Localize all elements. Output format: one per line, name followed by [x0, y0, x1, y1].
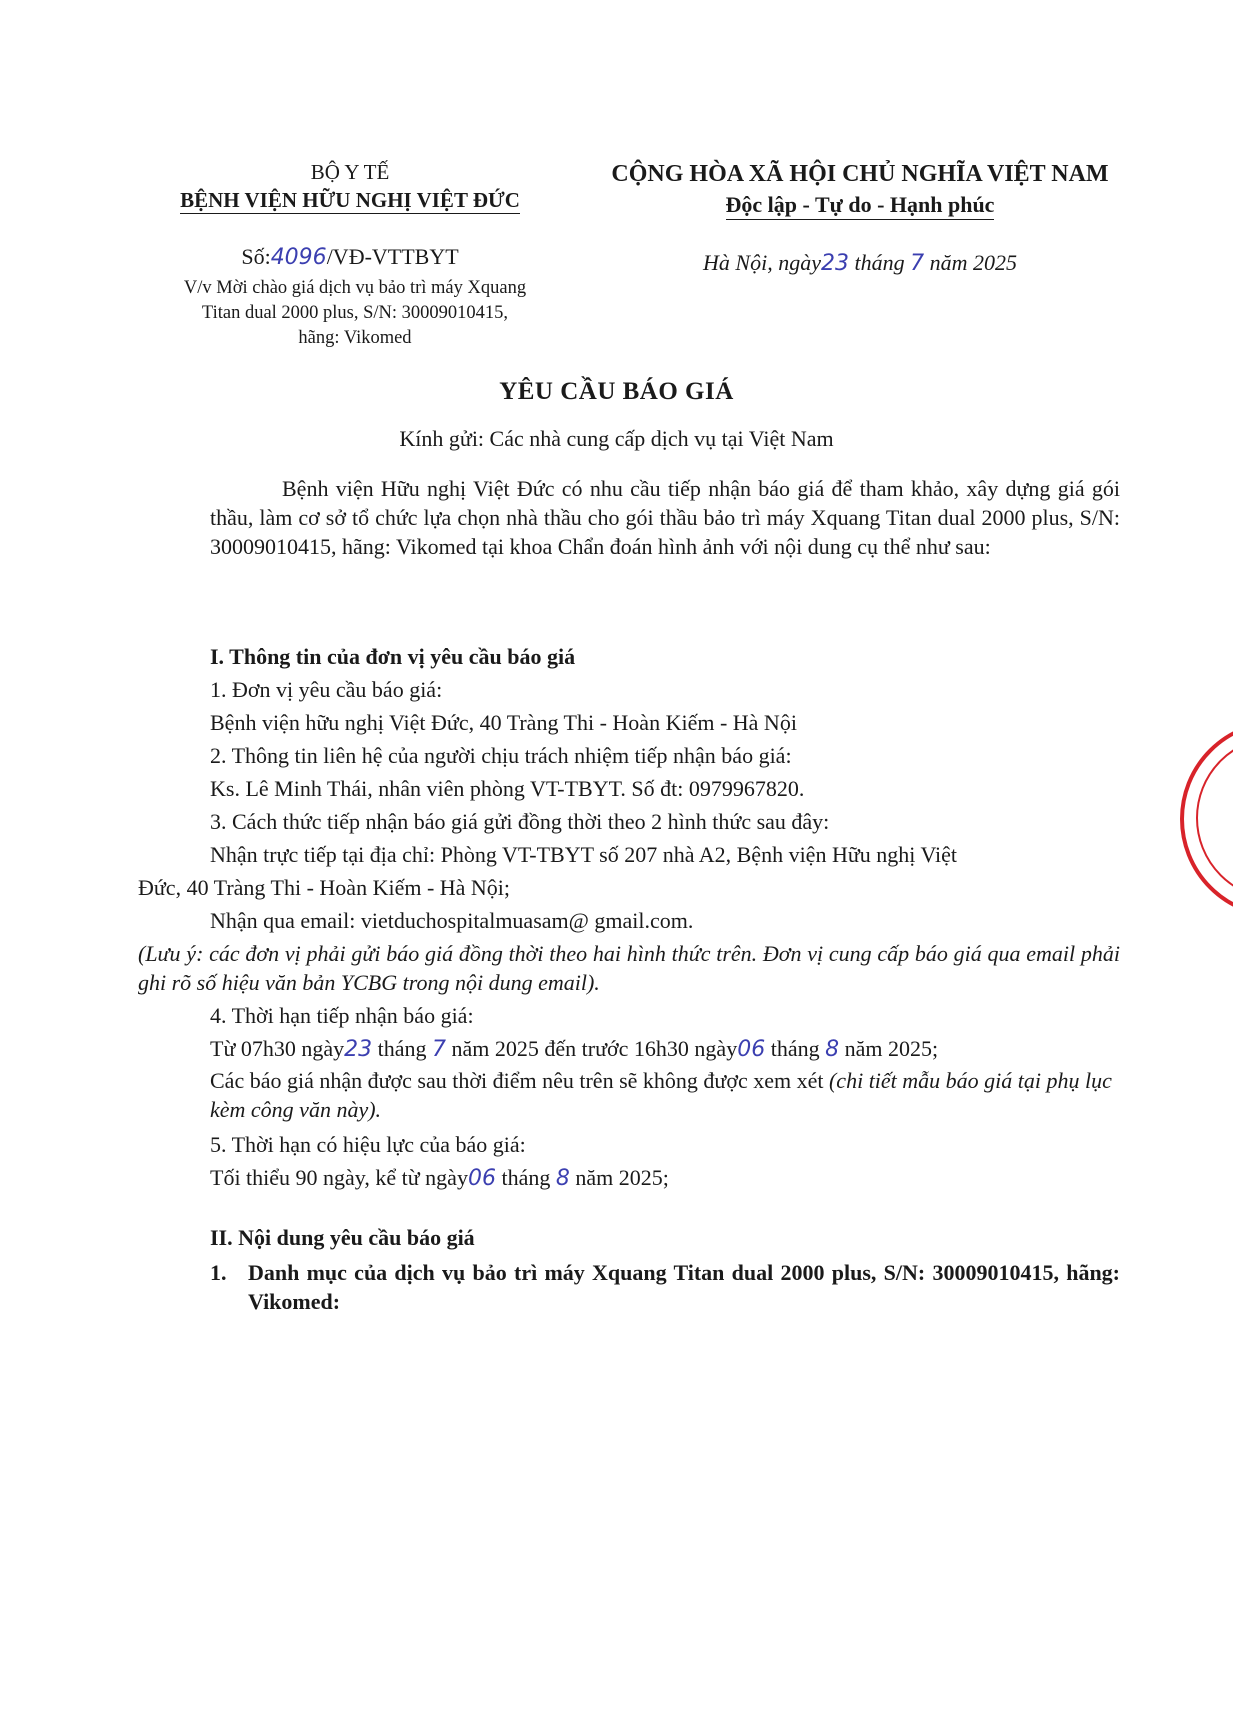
item-3-note: (Lưu ý: các đơn vị phải gửi báo giá đồng thời theo hai hình thức trên. Đơn vị cung cấp báo giá qua email phải ghi rõ số hiệu văn bản YCBG trong nội dung email). — [138, 941, 1120, 995]
item-5-value: Tối thiểu 90 ngày, kể từ ngày06 tháng 8 năm 2025; — [210, 1165, 669, 1191]
handwritten-to-month: 8 — [825, 1037, 840, 1062]
section-2-heading: II. Nội dung yêu cầu báo giá — [210, 1225, 475, 1250]
section-1-heading: I. Thông tin của đơn vị yêu cầu báo giá — [210, 644, 576, 669]
item-4-label: 4. Thời hạn tiếp nhận báo giá: — [210, 1003, 474, 1028]
motto: Độc lập - Tự do - Hạnh phúc — [570, 190, 1150, 220]
document-number: Số:4096/VĐ-VTTBYT — [241, 244, 459, 270]
item-1-label: 1. Đơn vị yêu cầu báo giá: — [210, 677, 443, 702]
ministry-name: BỘ Y TẾ — [310, 160, 390, 184]
handwritten-month: 7 — [910, 251, 925, 276]
item-4-note: Các báo giá nhận được sau thời điểm nêu trên sẽ không được xem xét (chi tiết mẫu báo giá tại phụ lục kèm công văn này). — [210, 1068, 1112, 1122]
document-title: YÊU CẦU BÁO GIÁ — [499, 378, 734, 405]
handwritten-doc-number: 4096 — [270, 245, 327, 270]
item-3-label: 3. Cách thức tiếp nhận báo giá gửi đồng thời theo 2 hình thức sau đây: — [210, 809, 830, 834]
item-2-label: 2. Thông tin liên hệ của người chịu trách nhiệm tiếp nhận báo giá: — [210, 743, 792, 768]
subject-line: V/v Mời chào giá dịch vụ bảo trì máy Xquang Titan dual 2000 plus, S/N: 30009010415, hãng: Vikomed — [183, 278, 527, 348]
handwritten-to-day: 06 — [737, 1037, 766, 1062]
greeting: Kính gửi: Các nhà cung cấp dịch vụ tại Việt Nam — [399, 426, 834, 451]
item-3-address-cont: Đức, 40 Tràng Thi - Hoàn Kiếm - Hà Nội; — [138, 875, 511, 900]
hospital-name: BỆNH VIỆN HỮU NGHỊ VIỆT ĐỨC — [180, 188, 520, 212]
date-line: Hà Nội, ngày23 tháng 7 năm 2025 — [703, 250, 1017, 276]
item-4-period: Từ 07h30 ngày23 tháng 7 năm 2025 đến trước 16h30 ngày06 tháng 8 năm 2025; — [210, 1036, 939, 1062]
item-3-email: Nhận qua email: vietduchospitalmuasam@ gmail.com. — [210, 908, 694, 933]
section-2-item-1: 1. Danh mục của dịch vụ bảo trì máy Xquang Titan dual 2000 plus, S/N: 30009010415, hãng: Vikomed: — [210, 1260, 1120, 1314]
item-2-value: Ks. Lê Minh Thái, nhân viên phòng VT-TBYT. Số đt: 0979967820. — [210, 776, 805, 801]
item-5-label: 5. Thời hạn có hiệu lực của báo giá: — [210, 1132, 526, 1157]
document-body — [138, 640, 1120, 1316]
handwritten-valid-month: 8 — [555, 1166, 570, 1191]
intro-paragraph: Bệnh viện Hữu nghị Việt Đức có nhu cầu tiếp nhận báo giá để tham khảo, xây dựng giá gói thầu, làm cơ sở tổ chức lựa chọn nhà thầu cho gói thầu bảo trì máy Xquang Titan dual 2000 plus, S/N: 30009010415, hãng: Vikomed tại khoa Chẩn đoán hình ảnh với nội dung cụ thể như sau: — [210, 476, 1120, 559]
handwritten-from-month: 7 — [432, 1037, 447, 1062]
item-3-address: Nhận trực tiếp tại địa chỉ: Phòng VT-TBYT số 207 nhà A2, Bệnh viện Hữu nghị Việt — [210, 842, 958, 867]
handwritten-from-day: 23 — [344, 1037, 373, 1062]
handwritten-valid-day: 06 — [467, 1166, 496, 1191]
item-1-value: Bệnh viện hữu nghị Việt Đức, 40 Tràng Thi - Hoàn Kiếm - Hà Nội — [210, 710, 797, 735]
handwritten-day: 23 — [820, 251, 849, 276]
national-heading — [570, 158, 1150, 220]
issuer-block — [140, 158, 560, 214]
country-name: CỘNG HÒA XÃ HỘI CHỦ NGHĨA VIỆT NAM — [611, 161, 1109, 187]
